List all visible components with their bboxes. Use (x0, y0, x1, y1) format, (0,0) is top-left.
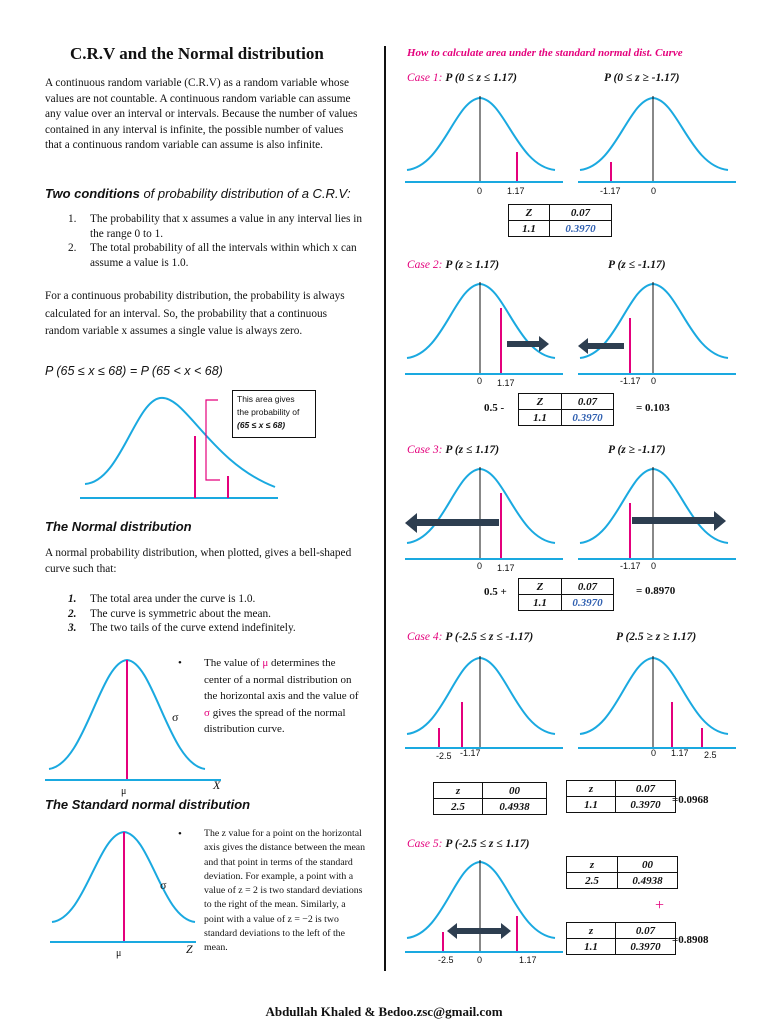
probability-paragraph: For a continuous probability distribution, the probability is always calculated for an interval. So, the probability that a continuous random variable x assumes a single value is always zero. (45, 290, 345, 337)
case2-title (407, 259, 499, 271)
mu-label: μ (116, 948, 122, 959)
double-arrow-icon (447, 923, 511, 939)
case5-result: =0.8908 (672, 934, 709, 946)
tick-2-5: 2.5 (704, 750, 717, 760)
case1-title (407, 72, 517, 84)
z-bullet (178, 827, 368, 956)
z-table-header: 00 (618, 857, 678, 873)
condition-item (46, 212, 362, 241)
z-table-header: 0.07 (616, 781, 676, 797)
case1-curve-a (405, 92, 565, 184)
sigma-label: σ (160, 878, 167, 892)
z-table-case4-a (433, 782, 547, 815)
property-item (46, 621, 362, 636)
normal-paragraph: A normal probability distribution, when plotted, gives a bell-shaped curve such that: (45, 547, 352, 575)
column-divider (384, 46, 386, 971)
left-arrow-icon (405, 513, 499, 533)
bell-curve-line (580, 469, 728, 543)
z-table-cell: 0.3970 (562, 410, 614, 426)
case-label: Case 5: (407, 838, 443, 850)
z-table-header: Z (509, 205, 550, 221)
mu-bullet-text (178, 655, 364, 738)
tick-zero: 0 (651, 748, 657, 758)
condition-text: The probability that x assumes a value in any interval lies in the range 0 to 1. (90, 213, 362, 240)
case2-curve-b (578, 278, 738, 376)
z-table-header: 00 (483, 783, 547, 799)
z-table-case5-a (566, 856, 678, 889)
case4-title (407, 631, 533, 643)
tick-neg-2-5: -2.5 (438, 955, 454, 965)
z-table-header: 0.07 (562, 579, 614, 595)
tick-zero: 0 (477, 561, 483, 571)
property-number: 1. (68, 593, 77, 605)
z-table-cell: 1.1 (567, 939, 616, 955)
case-formula: P (z ≥ 1.17) (442, 259, 500, 271)
case4-curve-b (578, 652, 738, 750)
z-table-cell: 0.3970 (616, 797, 676, 813)
case-formula: P (-2.5 ≤ z ≤ -1.17) (442, 631, 534, 643)
case2-alt-title: P (z ≤ -1.17) (608, 259, 666, 271)
z-table-header: Z (519, 394, 562, 410)
case4-alt-title: P (2.5 ≥ z ≥ 1.17) (616, 631, 697, 643)
case-label: Case 2: (407, 259, 443, 271)
interval-equation: P (65 ≤ x ≤ 68) = P (65 < x < 68) (45, 364, 223, 378)
z-table-cell: 0.3970 (616, 939, 676, 955)
z-table-cell: 1.1 (519, 410, 562, 426)
bell-curve-line (580, 98, 728, 170)
sigma-label: σ (172, 710, 179, 724)
tick-zero: 0 (477, 376, 483, 386)
z-table-cell: 0.4938 (618, 873, 678, 889)
case3-alt-title: P (z ≥ -1.17) (608, 444, 666, 456)
area-note-box (232, 390, 316, 438)
z-table-case5-b (566, 922, 676, 955)
z-table-cell: 2.5 (567, 873, 618, 889)
case-formula: P (z ≤ 1.17) (442, 444, 500, 456)
bell-curve-line (407, 862, 555, 938)
case-label: Case 1: (407, 72, 443, 84)
case3-prefix-text: 0.5 + (484, 586, 507, 598)
case-formula: P (0 ≤ z ≤ 1.17) (442, 72, 517, 84)
tick-neg-1-17: -1.17 (600, 186, 621, 196)
tick-zero: 0 (651, 561, 657, 571)
case5-title (407, 838, 529, 850)
z-table-cell: 0.3970 (562, 595, 614, 611)
normal-properties (46, 592, 362, 636)
z-table-case3 (518, 578, 614, 611)
case4-result: =0.0968 (672, 794, 709, 806)
z-table-cell: 0.4938 (483, 799, 547, 815)
tick-1-17: 1.17 (671, 748, 689, 758)
z-table-case1 (508, 204, 612, 237)
property-item (46, 592, 362, 607)
z-table-header: Z (519, 579, 562, 595)
z-axis-label: Z (186, 942, 193, 956)
z-table-cell: 1.1 (519, 595, 562, 611)
property-item (46, 607, 362, 622)
bullet-dot: • (178, 657, 182, 669)
z-table-cell: 1.1 (567, 797, 616, 813)
bell-curve-line (407, 658, 555, 734)
tick-neg-1-17: -1.17 (460, 748, 481, 758)
z-table-cell: 2.5 (434, 799, 483, 815)
property-number: 2. (68, 607, 77, 620)
z-table-case4-b (566, 780, 676, 813)
tick-1-17: 1.17 (497, 378, 515, 388)
case1-curve-b (578, 92, 738, 184)
mu-bullet (178, 655, 364, 738)
tick-neg-1-17: -1.17 (620, 376, 641, 386)
z-bullet-text: The z value for a point on the horizontal axis gives the distance between the mean and that point in terms of the standard deviation. For example, a point with a value of z = 2 is two standard deviations to the right of the mean. Similarly, a point with a value of z = −2 is two standard deviations to the left of the mean. (204, 828, 366, 954)
condition-text: The total probability of all the intervals within which x can assume a value is 1.0. (90, 242, 357, 269)
tick-zero: 0 (651, 186, 657, 196)
case1-alt-title: P (0 ≤ z ≥ -1.17) (604, 72, 680, 84)
z-table-header: 0.07 (550, 205, 612, 221)
author-footer: Abdullah Khaled & Bedoo.zsc@gmail.com (265, 1004, 503, 1019)
tick-zero: 0 (651, 376, 657, 386)
condition-number: 1. (68, 213, 77, 225)
tick-neg-1-17: -1.17 (620, 561, 641, 571)
z-table-header: z (567, 857, 618, 873)
conditions-heading-emph: Two conditions (45, 186, 140, 201)
bell-curve-line (407, 469, 555, 543)
case-formula: P (-2.5 ≤ z ≤ 1.17) (442, 838, 530, 850)
case3-prefix (484, 586, 507, 598)
note-bracket (206, 400, 220, 480)
case3-curve-b (578, 463, 738, 561)
z-table-case2 (518, 393, 614, 426)
case2-prefix (484, 402, 504, 414)
property-text: The total area under the curve is 1.0. (90, 593, 256, 605)
sigma-symbol: σ (204, 706, 210, 719)
right-arrow-icon (507, 336, 549, 352)
left-arrow-icon (578, 338, 624, 354)
case5-curve (405, 856, 565, 954)
right-arrow-icon (632, 511, 726, 531)
conditions-heading-rest: of probability distribution of a C.R.V: (139, 186, 351, 201)
page-title: C.R.V and the Normal distribution (70, 44, 324, 63)
conditions-heading (45, 186, 375, 201)
tick-1-17: 1.17 (507, 186, 525, 196)
plus-sign: + (655, 897, 665, 914)
z-table-cell: 1.1 (509, 221, 550, 237)
note-line: (65 ≤ x ≤ 68) (237, 420, 286, 430)
case3-curve-a (405, 463, 565, 561)
tick-1-17: 1.17 (519, 955, 537, 965)
bell-curve-line (580, 658, 728, 734)
case2-result: = 0.103 (636, 402, 670, 414)
right-header: How to calculate area under the standard normal dist. Curve (407, 47, 683, 59)
z-table-header: z (567, 923, 616, 939)
case3-title (407, 444, 499, 456)
conditions-list (46, 212, 362, 270)
case-label: Case 4: (407, 631, 443, 643)
tick-zero: 0 (477, 955, 483, 965)
case2-curve-a (405, 278, 565, 376)
condition-item (46, 241, 362, 270)
tick-1-17: 1.17 (497, 563, 515, 573)
case2-prefix-text: 0.5 - (484, 402, 505, 414)
tick-zero: 0 (477, 186, 483, 196)
case-label: Case 3: (407, 444, 443, 456)
property-text: The curve is symmetric about the mean. (90, 607, 272, 620)
mu-text-c: gives the spread of the normal distribution curve. (204, 706, 346, 735)
x-axis-label: X (213, 778, 221, 792)
bell-curve-line (407, 98, 555, 170)
z-table-header: z (567, 781, 616, 797)
note-line: This area gives (237, 394, 295, 404)
standard-heading: The Standard normal distribution (45, 797, 251, 812)
mu-text-a: The value of (204, 657, 263, 669)
z-table-header: 0.07 (562, 394, 614, 410)
z-table-header: 0.07 (616, 923, 676, 939)
bullet-dot: • (178, 828, 182, 840)
mu-label: μ (121, 786, 127, 797)
tick-neg-2-5: -2.5 (436, 751, 452, 761)
note-line: the probability of (237, 407, 300, 417)
condition-number: 2. (68, 242, 77, 254)
normal-heading: The Normal distribution (45, 519, 192, 534)
property-number: 3. (68, 622, 77, 634)
z-table-cell: 0.3970 (550, 221, 612, 237)
mu-text-b: determines the center of a normal distribution on the horizontal axis and the value of (204, 657, 359, 702)
mu-symbol: μ (262, 657, 269, 669)
property-text: The two tails of the curve extend indefinitely. (90, 622, 296, 634)
intro-paragraph: A continuous random variable (C.R.V) as a random variable whose values are not countable. A continuous random variable can assume any value over an interval or intervals. Because the number of values contained in any interval is infinite, the possible number of values that a continuous random variable can assume is also infinite. (45, 77, 358, 152)
case4-curve-a (405, 652, 565, 750)
z-table-header: z (434, 783, 483, 799)
case3-result: = 0.8970 (636, 585, 676, 597)
